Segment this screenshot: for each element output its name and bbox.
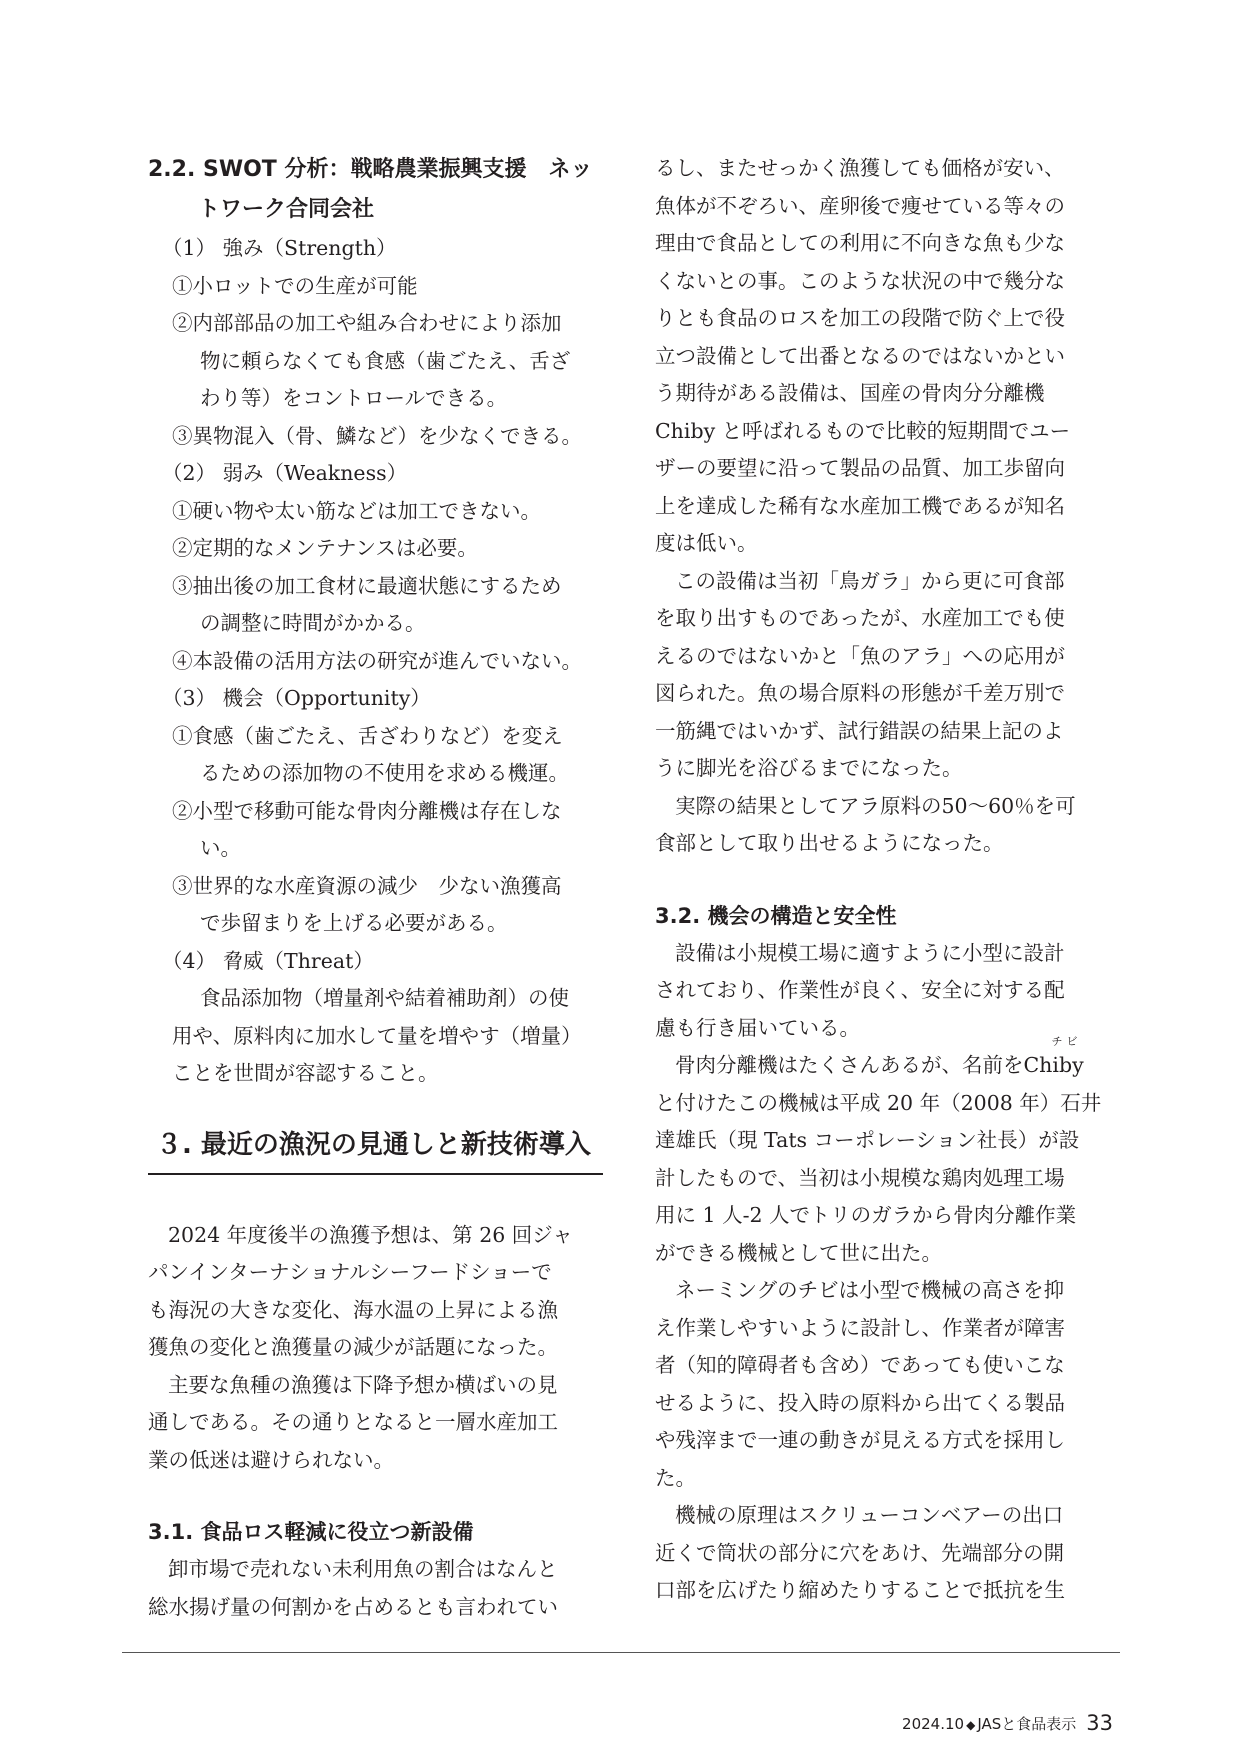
spacer <box>655 863 1110 897</box>
paragraph-line: 2024 年度後半の漁獲予想は、第 26 回ジャ <box>168 1222 573 1247</box>
list-heading-threat: （4） 脅威（Threat） <box>162 948 374 973</box>
paragraph-line: 度は低い。 <box>655 531 758 555</box>
list-item: ③抽出後の加工食材に最適状態にするため <box>172 573 562 598</box>
list-item: ①小ロットでの生産が可能 <box>172 273 418 298</box>
paragraph-line: えるのではないかと「魚のアラ」への応用が <box>655 643 1065 668</box>
chiby-word <box>1023 1035 1084 1077</box>
list-item: ②定期的なメンテナンスは必要。 <box>172 536 478 560</box>
paragraph-line: 用に 1 人-2 人でトリのガラから骨肉分離作業 <box>655 1203 1077 1227</box>
text-before-chiby: 骨肉分離機はたくさんあるが、名前を <box>675 1053 1024 1077</box>
list-item: ②内部部品の加工や組み合わせにより添加 <box>172 311 562 335</box>
paragraph-line: パンインターナショナルシーフードショーで <box>148 1260 552 1284</box>
list-item-cont: わり等）をコントロールできる。 <box>200 386 508 410</box>
footer <box>902 1710 1113 1734</box>
paragraph-line: 近くで筒状の部分に穴をあけ、先端部分の開 <box>655 1540 1065 1565</box>
right-column <box>655 150 1110 1610</box>
paragraph-line: るし、またせっかく漁獲しても価格が安い、 <box>655 156 1065 180</box>
paragraph-line: え作業しやすいように設計し、作業者が障害 <box>655 1315 1065 1340</box>
page-number: 33 <box>1086 1711 1113 1735</box>
paragraph-line: うに脚光を浴びるまでになった。 <box>655 756 963 780</box>
paragraph-line: た。 <box>655 1465 696 1490</box>
paragraph-line: くないとの事。このような状況の中で幾分な <box>655 268 1065 293</box>
paragraph-line: 設備は小規模工場に適すように小型に設計 <box>675 940 1065 965</box>
paragraph-line: 通しである。その通りとなると一層水産加工 <box>148 1410 558 1434</box>
paragraph-line: 食部として取り出せるようになった。 <box>655 831 1004 855</box>
list-item-cont: い。 <box>200 836 241 860</box>
paragraph-line: 一筋縄ではいかず、試行錯誤の結果上記のよ <box>655 718 1064 743</box>
paragraph-line: や残滓まで一連の動きが見える方式を採用し <box>655 1428 1065 1452</box>
list-item-cont: の調整に時間がかかる。 <box>200 611 426 635</box>
paragraph-line: ができる機械として世に出た。 <box>655 1240 942 1265</box>
paragraph-line: ザーの要望に沿って製品の品質、加工歩留向 <box>655 456 1065 480</box>
paragraph-line: この設備は当初「鳥ガラ」から更に可食部 <box>675 568 1065 593</box>
chiby-base: Chiby <box>1023 1053 1084 1077</box>
list-item-cont: 用や、原料肉に加水して量を増やす（増量） <box>172 1023 582 1048</box>
paragraph-line: 計したもので、当初は小規模な鶏肉処理工場 <box>655 1165 1065 1190</box>
list-item: ①硬い物や太い筋などは加工できない。 <box>172 498 541 523</box>
paragraph-line: せるように、投入時の原料から出てくる製品 <box>655 1390 1065 1415</box>
paragraph-line: 業の低迷は避けられない。 <box>148 1447 394 1472</box>
paragraph-line: Chiby と呼ばれるもので比較的短期間でユー <box>655 418 1071 443</box>
section-heading-3-1: 3.1. 食品ロス軽減に役立つ新設備 <box>148 1520 474 1544</box>
paragraph-line: 魚体が不ぞろい、産卵後で痩せている等々の <box>655 193 1065 218</box>
paragraph-line: を取り出すものであったが、水産加工でも使 <box>655 606 1065 630</box>
paragraph-line: 立つ設備として出番となるのではないかとい <box>655 343 1065 368</box>
publication-name: JASと食品表示 <box>977 1715 1077 1733</box>
list-heading-weakness: （2） 弱み（Weakness） <box>162 461 408 485</box>
paragraph-line: 主要な魚種の漁獲は下降予想か横ばいの見 <box>168 1372 558 1397</box>
list-item: ②小型で移動可能な骨肉分離機は存在しな <box>172 798 562 823</box>
paragraph-line: されており、作業性が良く、安全に対する配 <box>655 978 1065 1002</box>
paragraph-line: と付けたこの機械は平成 20 年（2008 年）石井 <box>655 1090 1102 1115</box>
chiby-ruby: チビ <box>1051 1035 1082 1048</box>
chapter-heading-3: ３. 最近の漁況の見通しと新技術導入 <box>148 1125 603 1175</box>
footer-divider <box>122 1652 1120 1653</box>
diamond-icon: ◆ <box>966 1718 976 1732</box>
paragraph-line: 達雄氏（現 Tats コーポレーション社長）が設 <box>655 1128 1080 1152</box>
heading-line-1: 2.2. SWOT 分析：戦略農業振興支援 ネッ <box>148 157 593 182</box>
paragraph-line: 口部を広げたり縮めたりすることで抵抗を生 <box>655 1578 1065 1602</box>
paragraph-line: 慮も行き届いている。 <box>655 1015 860 1040</box>
paragraph-line: 総水揚げ量の何割かを占めるとも言われてい <box>148 1594 558 1619</box>
paragraph-line: ネーミングのチビは小型で機械の高さを抑 <box>675 1278 1065 1302</box>
list-item-cont: 物に頼らなくても食感（歯ごたえ、舌ざ <box>200 348 571 373</box>
paragraph-line: りとも食品のロスを加工の段階で防ぐ上で役 <box>655 306 1065 330</box>
list-item-cont: るための添加物の不使用を求める機運。 <box>200 761 569 785</box>
paragraph-line: 理由で食品としての利用に不向きな魚も少な <box>655 231 1065 255</box>
list-item: ①食感（歯ごたえ、舌ざわりなど）を変え <box>172 723 563 748</box>
paragraph-line: 機械の原理はスクリューコンベアーの出口 <box>675 1503 1064 1527</box>
paragraph-line: も海況の大きな変化、海水温の上昇による漁 <box>148 1297 558 1322</box>
heading-line-2: トワーク合同会社 <box>198 197 375 222</box>
paragraph-line: 上を達成した稀有な水産加工機であるが知名 <box>655 493 1065 518</box>
paragraph-line: 実際の結果としてアラ原料の50～60％を可 <box>675 793 1076 818</box>
list-item-cont: ことを世間が容認すること。 <box>172 1061 439 1085</box>
list-heading-opportunity: （3） 機会（Opportunity） <box>162 686 431 710</box>
left-column <box>148 150 603 1626</box>
paragraph-line-chiby <box>655 1035 1110 1085</box>
list-item-cont: で歩留まりを上げる必要がある。 <box>200 911 508 935</box>
issue-date: 2024.10 <box>902 1715 965 1733</box>
list-item-cont: 食品添加物（増量剤や結着補助剤）の使 <box>200 986 569 1010</box>
list-item: ④本設備の活用方法の研究が進んでいない。 <box>172 648 582 673</box>
paragraph-line: 獲魚の変化と漁獲量の減少が話題になった。 <box>148 1335 558 1359</box>
list-item: ③異物混入（骨、鱗など）を少なくできる。 <box>172 423 582 448</box>
list-item: ③世界的な水産資源の減少 少ない漁獲高 <box>172 873 562 898</box>
section-heading-2-2 <box>148 150 603 230</box>
section-heading-3-2: 3.2. 機会の構造と安全性 <box>655 903 897 928</box>
list-heading-strength: （1） 強み（Strength） <box>162 236 397 260</box>
paragraph-line: 図られた。魚の場合原料の形態が千差万別で <box>655 681 1065 705</box>
paragraph-line: う期待がある設備は、国産の骨肉分分離機 <box>655 381 1045 405</box>
spacer <box>148 1479 603 1513</box>
paragraph-line: 者（知的障碍者も含め）であっても使いこな <box>655 1353 1065 1377</box>
paragraph-line: 卸市場で売れない未利用魚の割合はなんと <box>168 1557 558 1581</box>
